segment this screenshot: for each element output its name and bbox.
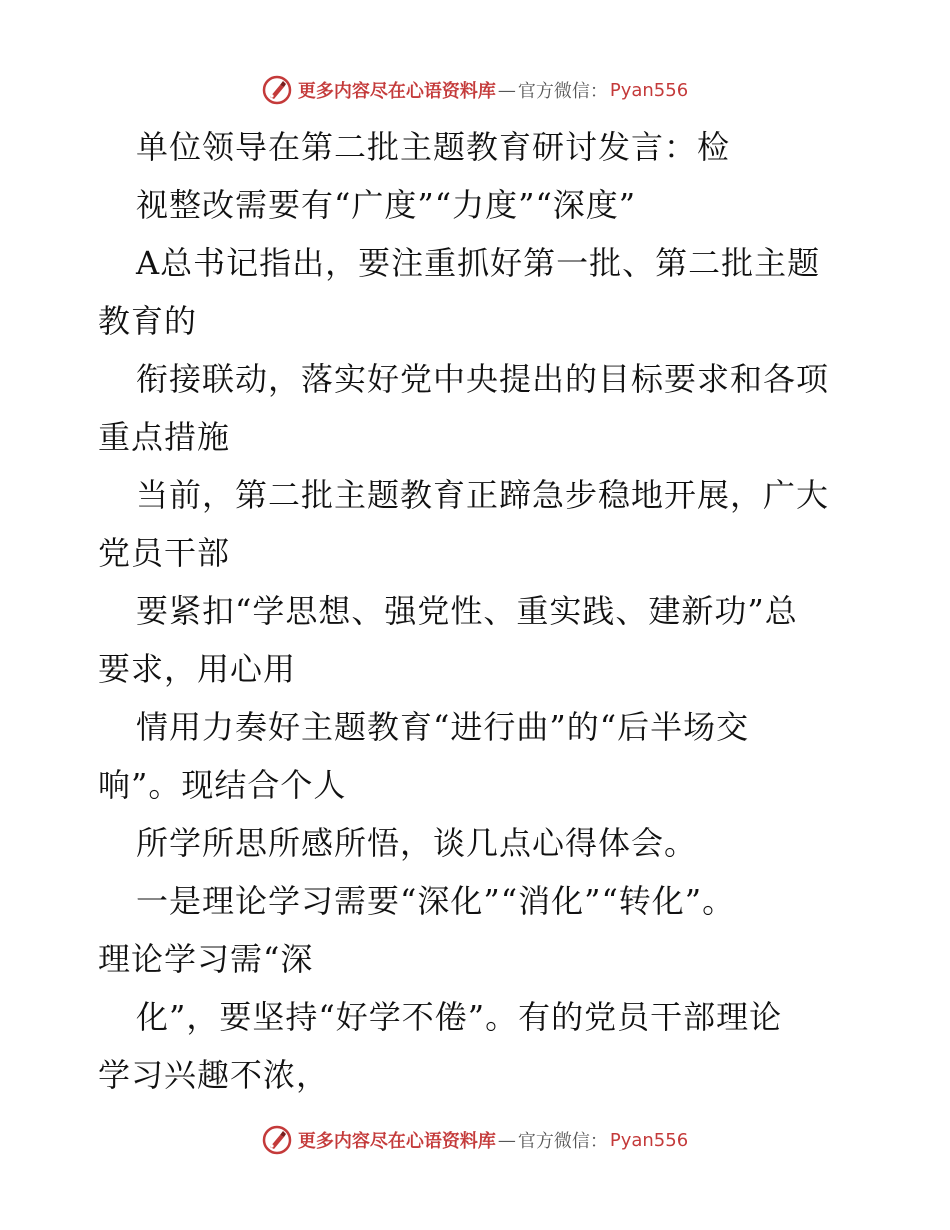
- doc-line: 当前，第二批主题教育正蹄急步稳地开展，广大: [136, 476, 830, 514]
- doc-line: 学习兴趣不浓，: [98, 1056, 330, 1094]
- doc-line: 理论学习需“深: [98, 940, 314, 978]
- doc-line: 响”。现结合个人: [98, 766, 347, 804]
- pen-nib-logo-icon: [262, 1125, 292, 1155]
- doc-line: 一是理论学习需要“深化”“消化”“转化”。: [136, 882, 736, 920]
- banner-brand-text: 更多内容尽在心语资料库: [297, 1131, 496, 1152]
- doc-line: 重点措施: [98, 418, 231, 456]
- footer-banner: [0, 1122, 950, 1158]
- banner-wechat-label: 官方微信：: [517, 1131, 608, 1152]
- document-body: [98, 118, 858, 1104]
- doc-line-title-1: 单位领导在第二批主题教育研讨发言：检: [136, 128, 731, 166]
- doc-line: 化”，要坚持“好学不倦”。有的党员干部理论: [136, 998, 783, 1036]
- doc-line: 所学所思所感所悟，谈几点心得体会。: [136, 824, 698, 862]
- banner-brand-text: 更多内容尽在心语资料库: [297, 81, 496, 102]
- doc-line: 要求，用心用: [98, 650, 297, 688]
- banner-wechat-id: Pyan556: [609, 1129, 689, 1151]
- doc-line-title-2: 视整改需要有“广度”“力度”“深度”: [136, 186, 637, 224]
- doc-line: 衔接联动，落实好党中央提出的目标要求和各项: [136, 360, 830, 398]
- doc-line: 要紧扣“学思想、强党性、重实践、建新功”总: [136, 592, 798, 630]
- banner-wechat-id: Pyan556: [609, 79, 689, 101]
- doc-line: A总书记指出，要注重抓好第一批、第二批主题: [136, 244, 821, 282]
- pen-nib-logo-icon: [262, 75, 292, 105]
- doc-line: 教育的: [98, 302, 198, 340]
- doc-line: 党员干部: [98, 534, 231, 572]
- banner-dash: —: [497, 79, 516, 101]
- doc-line: 情用力奏好主题教育“进行曲”的“后半场交: [136, 708, 750, 746]
- banner-dash: —: [497, 1129, 516, 1151]
- banner-wechat-label: 官方微信：: [517, 81, 608, 102]
- header-banner: [0, 72, 950, 108]
